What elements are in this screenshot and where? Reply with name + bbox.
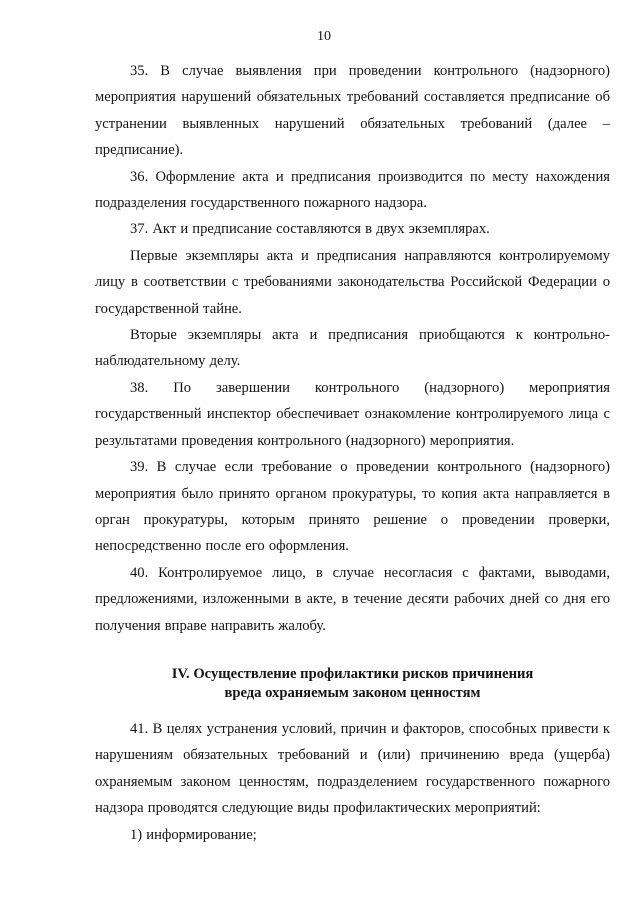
paragraph-41: 41. В целях устранения условий, причин и факторов, способных привести к нарушениям обязательных требований и (или) причинению вреда (ущерба) охраняемым законом ценностям, подразделением государственного пожарного надзора проводятся следующие виды профилактических мероприятий: [95, 720, 610, 817]
section-heading-line-1: IV. Осуществление профилактики рисков причинения [171, 665, 534, 682]
paragraph-38: 38. По завершении контрольного (надзорного) мероприятия государственный инспектор обеспечивает ознакомление контролируемого лица с результатами проведения контрольного (надзорного) мероприятия. [95, 379, 610, 449]
page-number: 10 [317, 29, 331, 44]
paragraph-37: 37. Акт и предписание составляются в двух экземплярах. [130, 221, 490, 238]
paragraph-second-copies: Вторые экземпляры акта и предписания приобщаются к контрольно-наблюдательному делу. [95, 327, 610, 370]
paragraph-first-copies: Первые экземпляры акта и предписания направляются контролируемому лицу в соответствии с требованиями законодательства Российской Федерации о государственной тайне. [95, 247, 610, 317]
paragraph-36: 36. Оформление акта и предписания производится по месту нахождения подразделения государственного пожарного надзора. [95, 168, 610, 212]
section-heading [95, 665, 610, 703]
paragraph-35: 35. В случае выявления при проведении контрольного (надзорного) мероприятия нарушений обязательных требований составляется предписание об устранении выявленных нарушений обязательных требований (далее – предписание). [95, 63, 610, 159]
paragraph-39: 39. В случае если требование о проведении контрольного (надзорного) мероприятия было принято органом прокуратуры, то копия акта направляется в орган прокуратуры, которым принято решение о проведении проверки, непосредственно после его оформления. [95, 459, 610, 555]
document-body [95, 58, 610, 848]
section-heading-line-2: вреда охраняемым законом ценностям [224, 684, 481, 701]
list-item-informing: 1) информирование; [130, 826, 257, 843]
paragraph-40: 40. Контролируемое лицо, в случае несогласия с фактами, выводами, предложениями, изложенными в акте, в течение десяти рабочих дней со дня его получения вправе направить жалобу. [95, 564, 610, 634]
